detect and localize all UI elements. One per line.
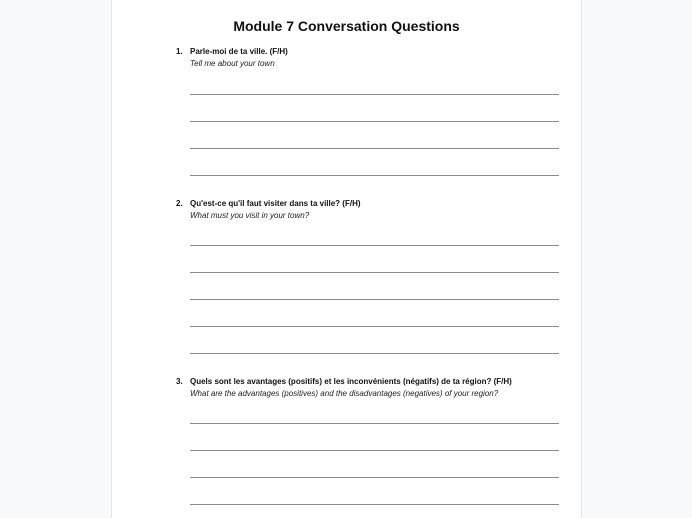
answer-line[interactable] <box>190 94 559 95</box>
answer-line[interactable] <box>190 504 559 505</box>
answer-line[interactable] <box>190 477 559 478</box>
document-page <box>111 0 582 518</box>
question-text: Quels sont les avantages (positifs) et les inconvénients (négatifs) de ta région? (F/H) <box>190 377 512 386</box>
answer-line[interactable] <box>190 299 559 300</box>
question-number: 1. <box>176 47 183 56</box>
answer-line[interactable] <box>190 245 559 246</box>
question-translation: What must you visit in your town? <box>190 211 310 220</box>
question-translation: What are the advantages (positives) and the disadvantages (negatives) of your region? <box>190 389 499 398</box>
question-text: Parle-moi de ta ville. (F/H) <box>190 47 288 56</box>
answer-line[interactable] <box>190 326 559 327</box>
answer-line[interactable] <box>190 450 559 451</box>
answer-line[interactable] <box>190 175 559 176</box>
answer-line[interactable] <box>190 272 559 273</box>
page-title: Module 7 Conversation Questions <box>233 18 460 34</box>
question-translation: Tell me about your town <box>190 59 275 68</box>
answer-line[interactable] <box>190 353 559 354</box>
answer-line[interactable] <box>190 121 559 122</box>
question-number: 2. <box>176 199 183 208</box>
answer-line[interactable] <box>190 423 559 424</box>
question-text: Qu'est-ce qu'il faut visiter dans ta ville? (F/H) <box>190 199 361 208</box>
answer-line[interactable] <box>190 148 559 149</box>
question-number: 3. <box>176 377 183 386</box>
